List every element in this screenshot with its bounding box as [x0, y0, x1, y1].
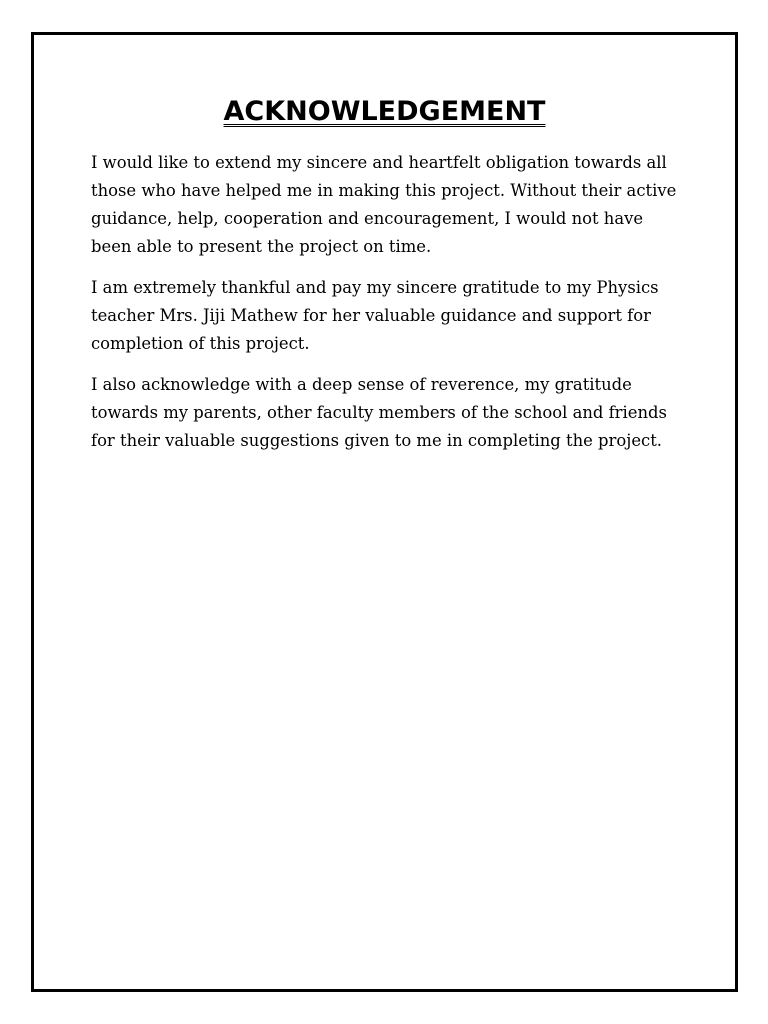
document-body [91, 149, 681, 468]
paragraph-parents-friends: I also acknowledge with a deep sense of reverence, my gratitude towards my parents, other faculty members of the school and friends for their valuable suggestions given to me in completing the project. [91, 375, 667, 450]
paragraph-teacher-thanks: I am extremely thankful and pay my sincere gratitude to my Physics teacher Mrs. Jiji Mathew for her valuable guidance and support for completion of this project. [91, 278, 659, 353]
page-title [34, 96, 735, 128]
page-title-text: ACKNOWLEDGEMENT [223, 96, 546, 127]
paragraph-obligation: I would like to extend my sincere and heartfelt obligation towards all those who have helped me in making this project. Without their active guidance, help, cooperation and encouragement, I would not have been able to present the project on time. [91, 153, 677, 256]
page-border [31, 32, 738, 992]
